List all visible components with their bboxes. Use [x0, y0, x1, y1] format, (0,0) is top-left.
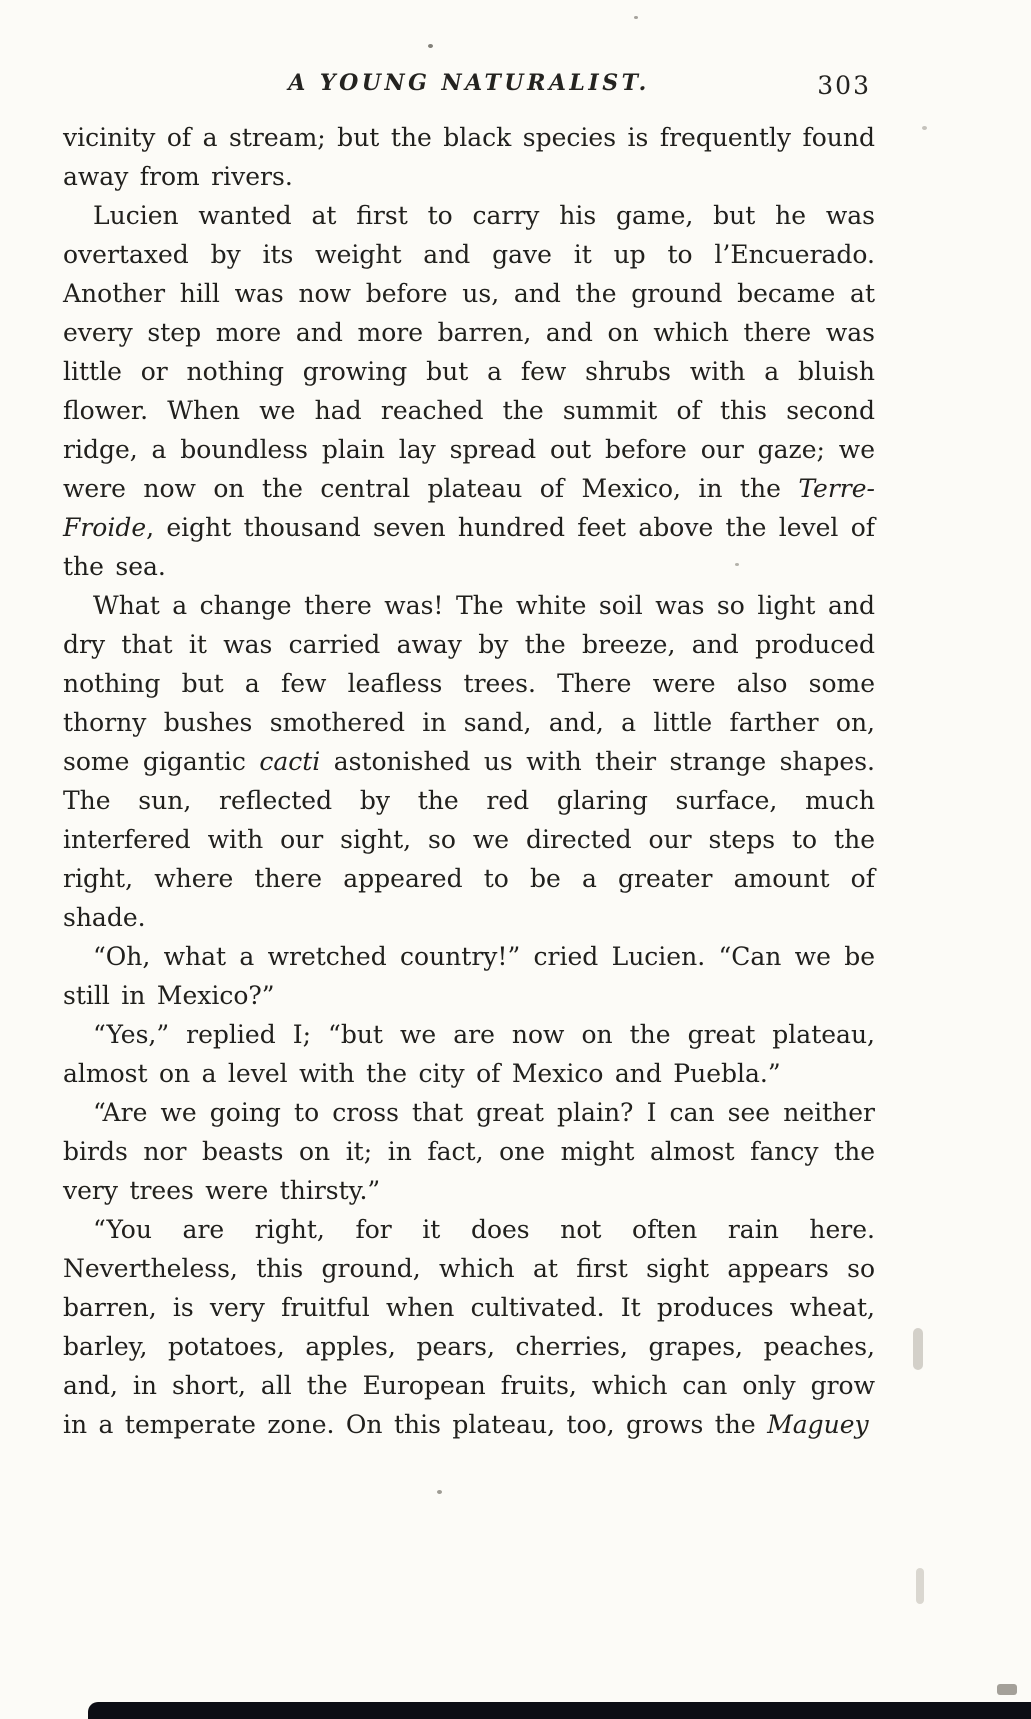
running-title: A YOUNG NATURALIST. [288, 70, 650, 96]
page-text [63, 118, 875, 1444]
paragraph [63, 1093, 875, 1210]
scan-edge-bar [88, 1702, 1031, 1719]
text-segment: vicinity of a stream; but the black species is frequently found away from rivers. [63, 123, 875, 191]
paragraph [63, 118, 875, 196]
scan-artifact [428, 44, 433, 48]
scan-artifact [997, 1684, 1017, 1695]
text-segment: “Yes,” replied I; “but we are now on the great plateau, almost on a level with the city of Mexico and Puebla.” [63, 1020, 875, 1088]
paragraph [63, 937, 875, 1015]
scan-artifact [634, 16, 638, 19]
text-segment: cacti [259, 747, 321, 776]
page-number: 303 [817, 71, 871, 100]
text-segment: , eight thousand seven hundred feet above the level of the sea. [63, 513, 875, 581]
text-segment: Terre-Froide [63, 474, 875, 542]
paragraph [63, 196, 875, 586]
paragraph [63, 586, 875, 937]
text-segment: astonished us with their strange shapes. The sun, reflected by the red glaring surface, much interfered with our sight, so we directed our steps to the right, where there appeared to be a greater amount of shade. [63, 747, 875, 932]
scan-artifact [922, 126, 927, 130]
text-segment: Lucien wanted at first to carry his game, but he was overtaxed by its weight and gave it up to l’Encuerado. Another hill was now before us, and the ground became at every step more and more barren, and on which there was little or nothing growing but a few shrubs with a bluish flower. When we had reached the summit of this second ridge, a boundless plain lay spread out before our gaze; we were now on the central plateau of Mexico, in the [63, 201, 875, 503]
text-segment: What a change there was! The white soil was so light and dry that it was carried away by the breeze, and produced nothing but a few leafless trees. There were also some thorny bushes smothered in sand, and, a little farther on, some gigantic [63, 591, 875, 776]
scan-artifact [916, 1568, 924, 1604]
page-header [63, 70, 875, 102]
text-segment: “Oh, what a wretched country!” cried Lucien. “Can we be still in Mexico?” [63, 942, 875, 1010]
paragraph [63, 1210, 875, 1444]
text-segment: “Are we going to cross that great plain? I can see neither birds nor beasts on it; in fact, one might almost fancy the very trees were thirsty.” [63, 1098, 875, 1205]
text-segment: Maguey [767, 1410, 869, 1439]
scan-artifact [913, 1328, 923, 1370]
scan-artifact [437, 1490, 442, 1494]
paragraph [63, 1015, 875, 1093]
text-segment: “You are right, for it does not often rain here. Nevertheless, this ground, which at first sight appears so barren, is very fruitful when cultivated. It produces wheat, barley, potatoes, apples, pears, cherries, grapes, peaches, and, in short, all the European fruits, which can only grow in a temperate zone. On this plateau, too, grows the [63, 1215, 875, 1439]
